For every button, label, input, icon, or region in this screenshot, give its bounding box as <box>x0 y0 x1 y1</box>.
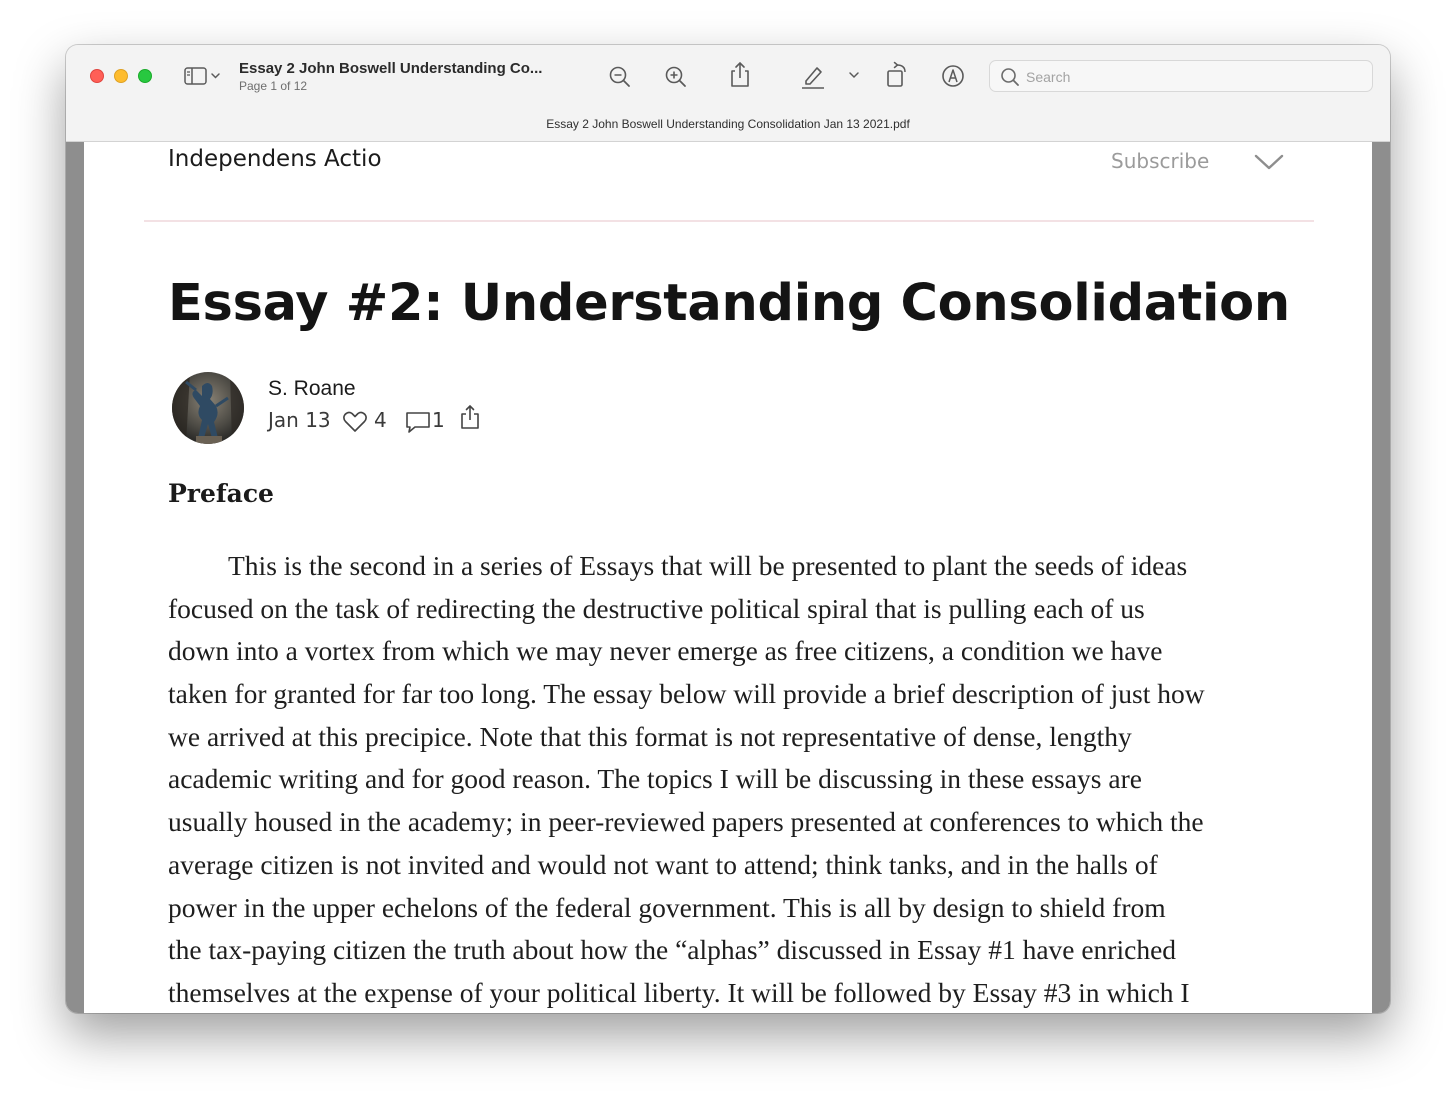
comment-icon[interactable] <box>405 411 431 435</box>
file-name: Essay 2 John Boswell Understanding Consolidation Jan 13 2021.pdf <box>546 117 910 131</box>
search-placeholder: Search <box>1026 69 1071 85</box>
share-icon[interactable] <box>459 404 481 432</box>
zoom-out-button[interactable] <box>606 63 634 91</box>
markup-icon <box>938 61 968 91</box>
minimize-button[interactable] <box>114 69 128 83</box>
publication-name: Independens Actio <box>168 146 382 172</box>
body-line: taken for granted for far too long. The essay below will provide a brief description of just how <box>168 678 1205 710</box>
preview-window <box>66 45 1390 1013</box>
page-indicator: Page 1 of 12 <box>239 79 308 93</box>
body-line: usually housed in the academy; in peer-reviewed papers presented at conferences to which the <box>168 806 1204 838</box>
rotate-button[interactable] <box>882 60 912 90</box>
author-name[interactable]: S. Roane <box>268 377 356 400</box>
pdf-page <box>84 142 1372 1013</box>
avatar <box>172 372 244 444</box>
body-line: average citizen is not invited and would not want to attend; think tanks, and in the halls of <box>168 848 1158 880</box>
chevron-down-icon <box>846 67 862 83</box>
close-button[interactable] <box>90 69 104 83</box>
body-line: academic writing and for good reason. The topics I will be discussing in these essays are <box>168 763 1142 795</box>
sidebar-toggle-button[interactable] <box>182 63 224 89</box>
article-body <box>168 545 1298 1013</box>
subscribe-link[interactable]: Subscribe <box>1111 149 1210 173</box>
body-line: power in the upper echelons of the federal government. This is all by design to shield from <box>168 891 1166 923</box>
highlighter-icon <box>798 61 828 91</box>
body-line: themselves at the expense of your political liberty. It will be followed by Essay #3 in which I <box>168 976 1190 1008</box>
body-line: the tax-paying citizen the truth about how the “alphas” discussed in Essay #1 have enriched <box>168 934 1177 966</box>
rotate-icon <box>882 60 912 90</box>
like-count: 4 <box>374 408 387 432</box>
body-line: This is the second in a series of Essays that will be presented to plant the seeds of ideas <box>228 550 1188 581</box>
heart-icon[interactable] <box>342 410 368 434</box>
highlight-options-button[interactable] <box>846 67 862 83</box>
markup-button[interactable] <box>938 61 968 91</box>
share-icon <box>726 60 754 90</box>
body-line: down into a vortex from which we may never emerge as free citizens, a condition we have <box>168 635 1163 667</box>
body-line: focused on the task of redirecting the destructive political spiral that is pulling each of us <box>168 592 1145 624</box>
body-line: we arrived at this precipice. Note that this format is not representative of dense, lengthy <box>168 720 1132 752</box>
search-icon <box>1000 67 1020 87</box>
page-title: Essay #2: Understanding Consolidation <box>168 274 1290 333</box>
comment-count: 1 <box>432 408 445 432</box>
divider <box>144 220 1314 222</box>
zoom-in-button[interactable] <box>662 63 690 91</box>
titlebar <box>66 45 1390 142</box>
sidebar-toggle-icon <box>182 63 224 89</box>
zoom-in-icon <box>662 63 690 91</box>
fullscreen-button[interactable] <box>138 69 152 83</box>
post-date: Jan 13 <box>268 408 331 432</box>
author-avatar-image <box>172 372 244 444</box>
share-button[interactable] <box>726 60 754 90</box>
search-field[interactable] <box>989 60 1373 92</box>
section-heading: Preface <box>168 479 274 508</box>
highlight-button[interactable] <box>798 61 828 91</box>
document-viewport[interactable] <box>66 142 1390 1013</box>
chevron-down-icon[interactable] <box>1254 152 1284 172</box>
zoom-out-icon <box>606 63 634 91</box>
document-title: Essay 2 John Boswell Understanding Co... <box>239 60 543 77</box>
